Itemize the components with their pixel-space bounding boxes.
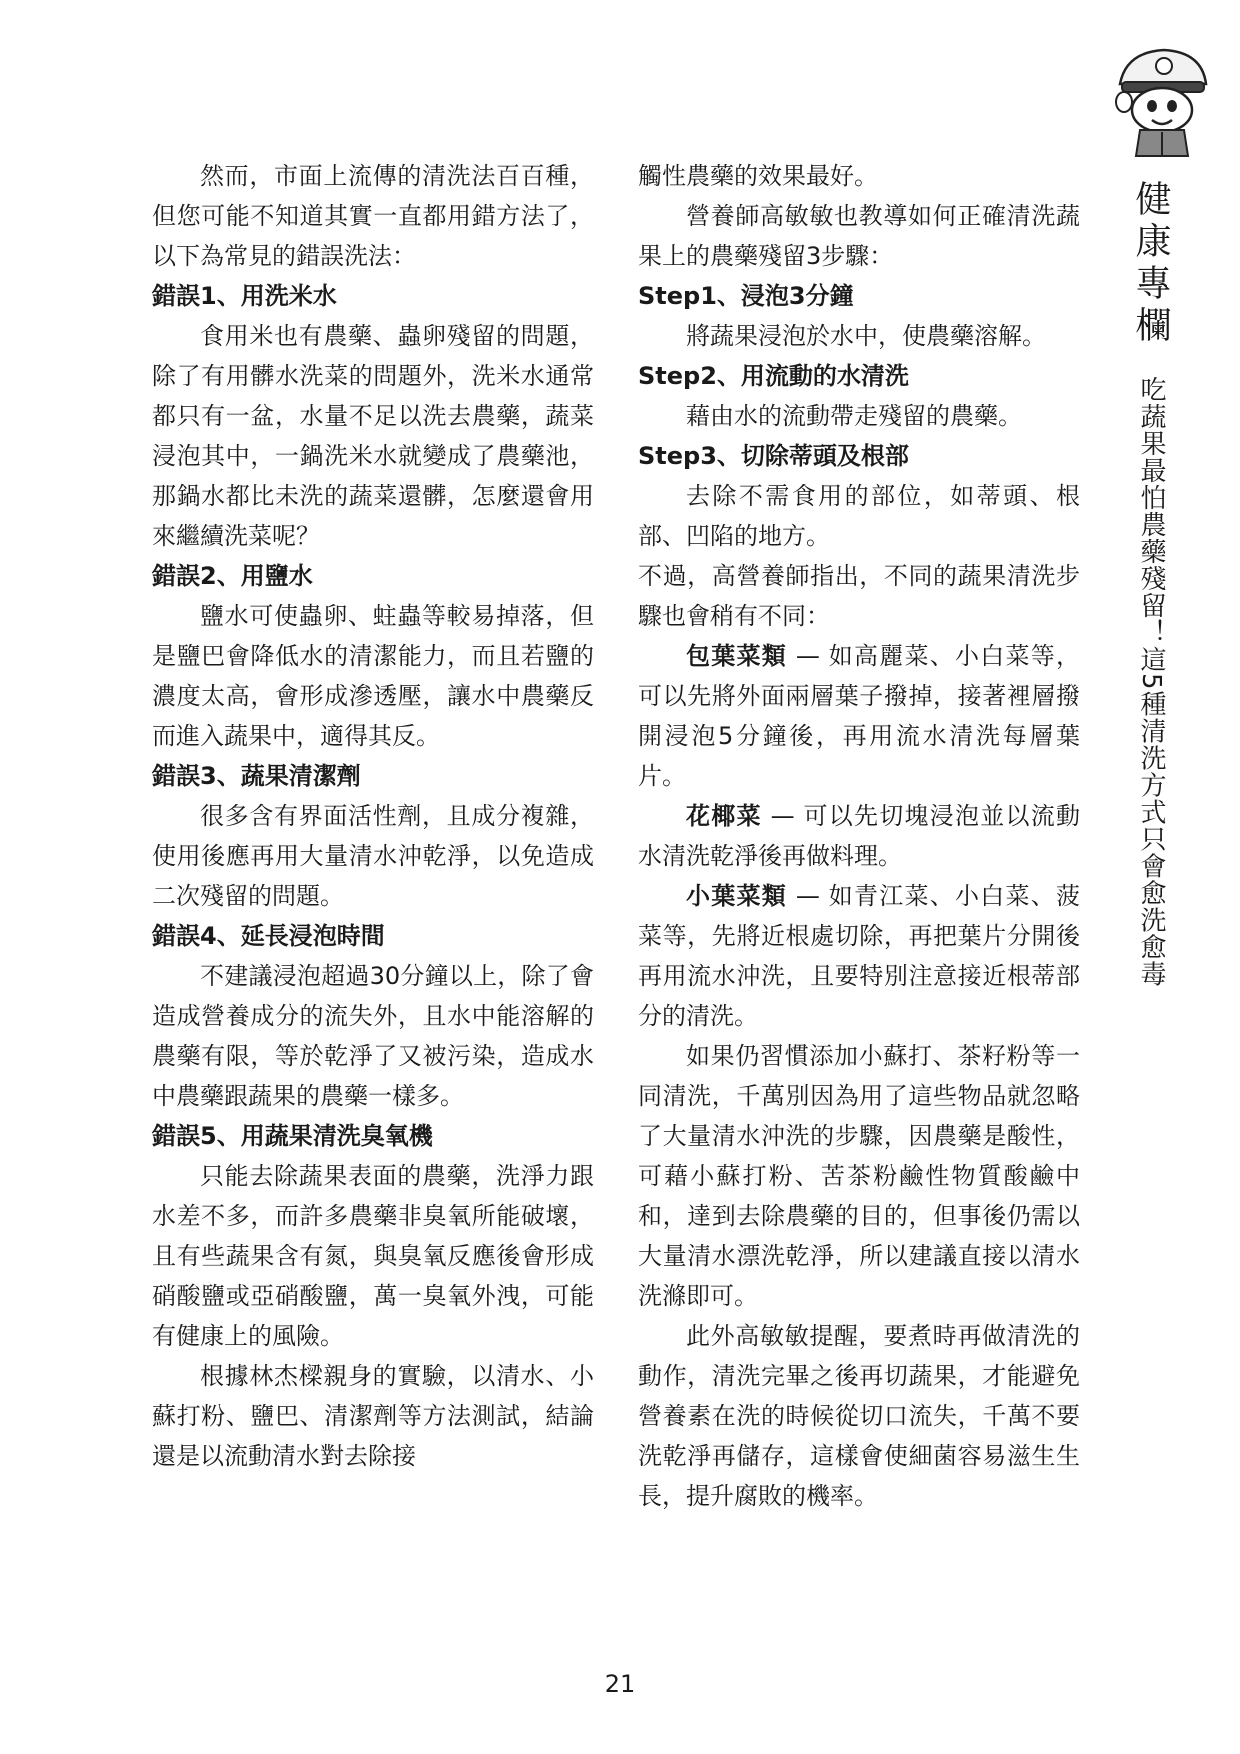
article-title: 吃蔬果最怕農藥殘留！這5種清洗方式只會愈洗愈毒: [1136, 376, 1166, 988]
body-paragraph: 將蔬果浸泡於水中，使農藥溶解。: [686, 322, 1046, 350]
category-label: 小葉菜類: [686, 882, 787, 910]
section-heading: Step1、浸泡3分鐘: [638, 282, 854, 310]
section-heading: 錯誤4、延長浸泡時間: [152, 922, 385, 950]
body-paragraph: 觸性農藥的效果最好。: [638, 162, 878, 190]
body-paragraph: 鹽水可使蟲卵、蛀蟲等較易掉落，但是鹽巴會降低水的清潔能力，而且若鹽的濃度太高，會形成滲透壓，讓水中農藥反而進入蔬果中，適得其反。: [152, 602, 594, 750]
body-paragraph: 如果仍習慣添加小蘇打、茶籽粉等一同清洗，千萬別因為用了這些物品就忽略了大量清水沖洗的步驟，因農藥是酸性，可藉小蘇打粉、苦茶粉鹼性物質酸鹼中和，達到去除農藥的目的，但事後仍需以大量清水漂洗乾淨，所以建議直接以清水洗滌即可。: [638, 1042, 1080, 1310]
section-heading: Step2、用流動的水清洗: [638, 362, 909, 390]
section-heading: 錯誤2、用鹽水: [152, 562, 313, 590]
body-paragraph: 然而，市面上流傳的清洗法百百種，但您可能不知道其實一直都用錯方法了，以下為常見的錯誤洗法：: [152, 162, 594, 270]
right-column: [638, 156, 1080, 1516]
page-number: 21: [604, 1670, 636, 1698]
body-paragraph: 去除不需食用的部位，如蒂頭、根部、凹陷的地方。: [638, 482, 1080, 550]
body-paragraph: 不過，高營養師指出，不同的蔬果清洗步驟也會稍有不同：: [638, 562, 1080, 630]
body-paragraph: 只能去除蔬果表面的農藥，洗淨力跟水差不多，而許多農藥非臭氧所能破壞，且有些蔬果含有氮，與臭氧反應後會形成硝酸鹽或亞硝酸鹽，萬一臭氧外洩，可能有健康上的風險。: [152, 1162, 594, 1350]
body-paragraph: 包葉菜類 — 如高麗菜、小白菜等，可以先將外面兩層葉子撥掉，接著裡層撥開浸泡5分鐘後，再用流水清洗每層葉片。: [638, 642, 1080, 790]
category-label: 花椰菜: [686, 802, 762, 830]
body-paragraph: 小葉菜類 — 如青江菜、小白菜、菠菜等，先將近根處切除，再把葉片分開後再用流水沖洗，且要特別注意接近根蒂部分的清洗。: [638, 882, 1080, 1030]
police-mascot-icon: [1106, 44, 1216, 158]
section-heading: Step3、切除蒂頭及根部: [638, 442, 909, 470]
body-paragraph: 食用米也有農藥、蟲卵殘留的問題，除了有用髒水洗菜的問題外，洗米水通常都只有一盆，水量不足以洗去農藥，蔬菜浸泡其中，一鍋洗米水就變成了農藥池，那鍋水都比未洗的蔬菜還髒，怎麼還會用來繼續洗菜呢？: [152, 322, 594, 550]
body-paragraph: 根據林杰樑親身的實驗，以清水、小蘇打粉、鹽巴、清潔劑等方法測試，結論還是以流動清水對去除接: [152, 1362, 594, 1470]
body-paragraph: 花椰菜 — 可以先切塊浸泡並以流動水清洗乾淨後再做料理。: [638, 802, 1080, 870]
category-label: 包葉菜類: [686, 642, 787, 670]
left-column: [152, 156, 594, 1476]
body-paragraph: 此外高敏敏提醒，要煮時再做清洗的動作，清洗完畢之後再切蔬果，才能避免營養素在洗的時候從切口流失，千萬不要洗乾淨再儲存，這樣會使細菌容易滋生生長，提升腐敗的機率。: [638, 1322, 1080, 1510]
body-paragraph: 藉由水的流動帶走殘留的農藥。: [686, 402, 1022, 430]
body-paragraph: 很多含有界面活性劑，且成分複雜，使用後應再用大量清水沖乾淨，以免造成二次殘留的問題。: [152, 802, 594, 910]
column-title: 健康專欄: [1130, 180, 1171, 348]
section-heading: 錯誤5、用蔬果清洗臭氧機: [152, 1122, 433, 1150]
body-paragraph: 營養師高敏敏也教導如何正確清洗蔬果上的農藥殘留3步驟：: [638, 202, 1080, 270]
section-heading: 錯誤1、用洗米水: [152, 282, 337, 310]
body-paragraph: 不建議浸泡超過30分鐘以上，除了會造成營養成分的流失外，且水中能溶解的農藥有限，等於乾淨了又被污染，造成水中農藥跟蔬果的農藥一樣多。: [152, 962, 594, 1110]
section-heading: 錯誤3、蔬果清潔劑: [152, 762, 361, 790]
